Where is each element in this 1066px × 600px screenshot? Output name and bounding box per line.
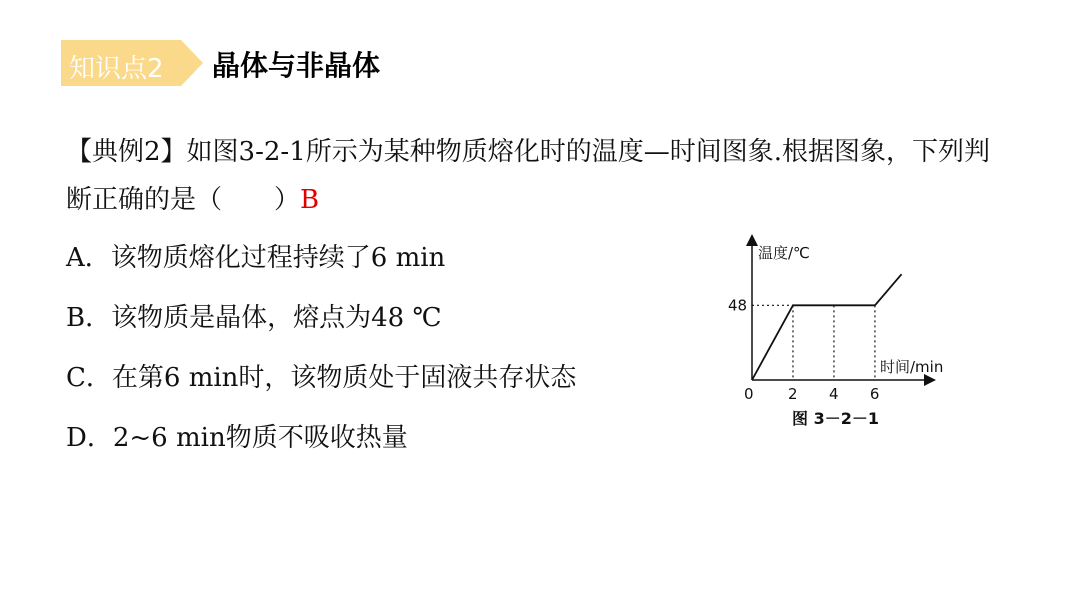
figure-caption: 图 3－2－1: [792, 409, 879, 428]
y-axis-label: 温度/℃: [758, 244, 810, 262]
option-a: A．该物质熔化过程持续了6 min: [66, 243, 446, 273]
x-tick-label-6: 6: [869, 385, 880, 403]
x-tick-label-2: 2: [787, 385, 798, 403]
question-block: [66, 128, 1006, 224]
badge-label: 知识点2: [69, 54, 164, 84]
section-title: 晶体与非晶体: [212, 49, 381, 82]
option-b: B．该物质是晶体，熔点为48 ℃: [66, 303, 442, 333]
knowledge-point-badge: [61, 40, 203, 86]
temperature-time-figure: [720, 232, 970, 442]
option-d: D．2~6 min物质不吸收热量: [66, 423, 408, 453]
y-tick-label-48: 48: [728, 296, 748, 315]
answer-mark: B: [300, 185, 320, 215]
options-list: [66, 234, 576, 474]
question-text: 【典例2】如图3-2-1所示为某种物质熔化时的温度—时间图象.根据图象，下列判断正确的是（ ）: [66, 137, 991, 215]
origin-label: 0: [744, 385, 754, 403]
x-axis-label: 时间/min: [880, 358, 944, 376]
option-c: C．在第6 min时，该物质处于固液共存状态: [66, 363, 577, 393]
x-tick-label-4: 4: [828, 385, 839, 403]
temperature-time-chart: [720, 232, 970, 442]
chart-marks: [728, 274, 902, 403]
